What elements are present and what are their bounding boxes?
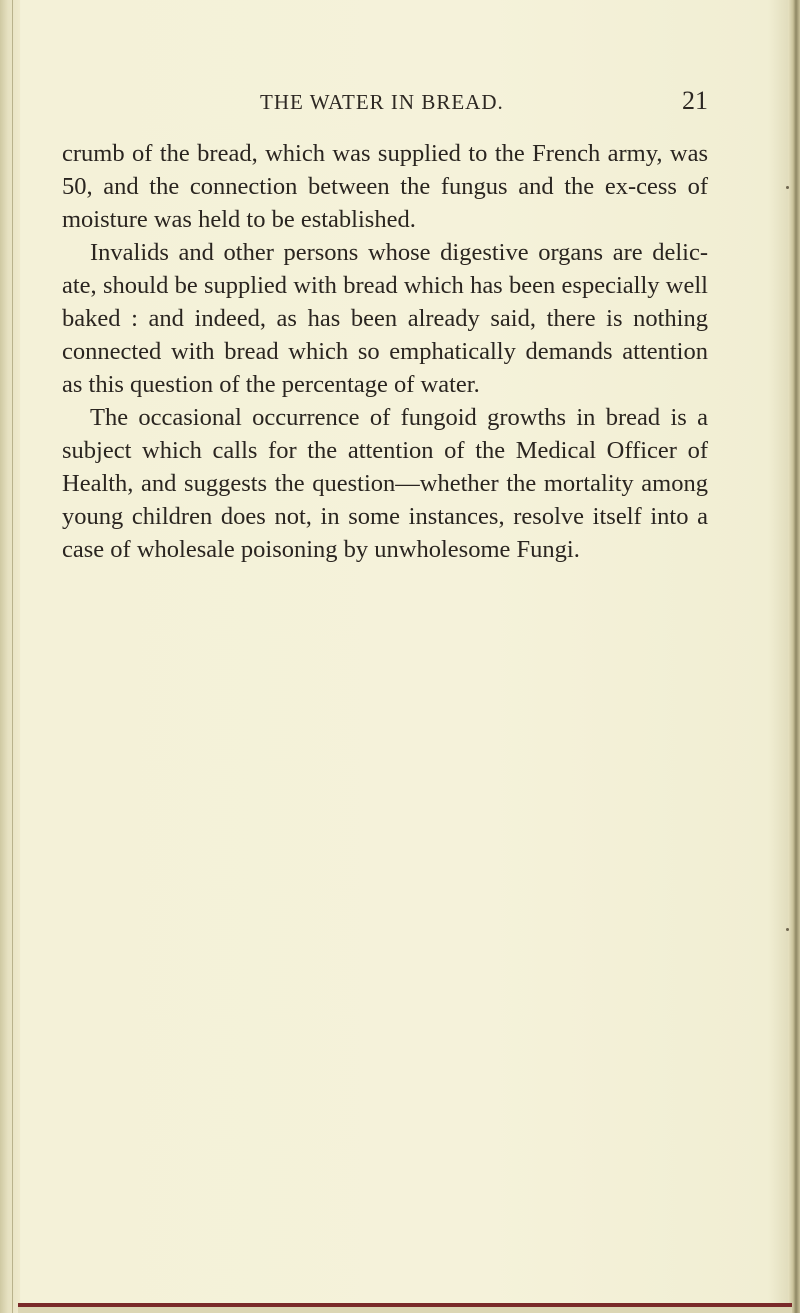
page-bottom-shade [18,1307,792,1313]
page-binding-edge [0,0,20,1313]
body-text [62,137,708,566]
paragraph: crumb of the bread, which was supplied to the French army, was 50, and the connection between the fungus and the ex-cess of moisture was held to be established. [62,140,708,233]
page-header [62,86,708,122]
paragraph: Invalids and other persons whose digestive organs are delic-ate, should be supplied with bread which has been especially well baked : and indeed, as has been already said, there is nothing connected with bread which so emphatically demands attention as this question of the percentage of water. [62,239,708,398]
page-right-edge [788,0,800,1313]
page-number: 21 [682,86,708,115]
running-head: THE WATER IN BREAD. [260,90,504,114]
paper-speck [786,186,789,189]
paragraph: The occasional occurrence of fungoid growths in bread is a subject which calls for the attention of the Medical Officer of Health, and suggests the question—whether the mortality among young children does not, in some instances, resolve itself into a case of wholesale poisoning by unwholesome Fungi. [62,404,708,563]
paper-speck [786,928,789,931]
